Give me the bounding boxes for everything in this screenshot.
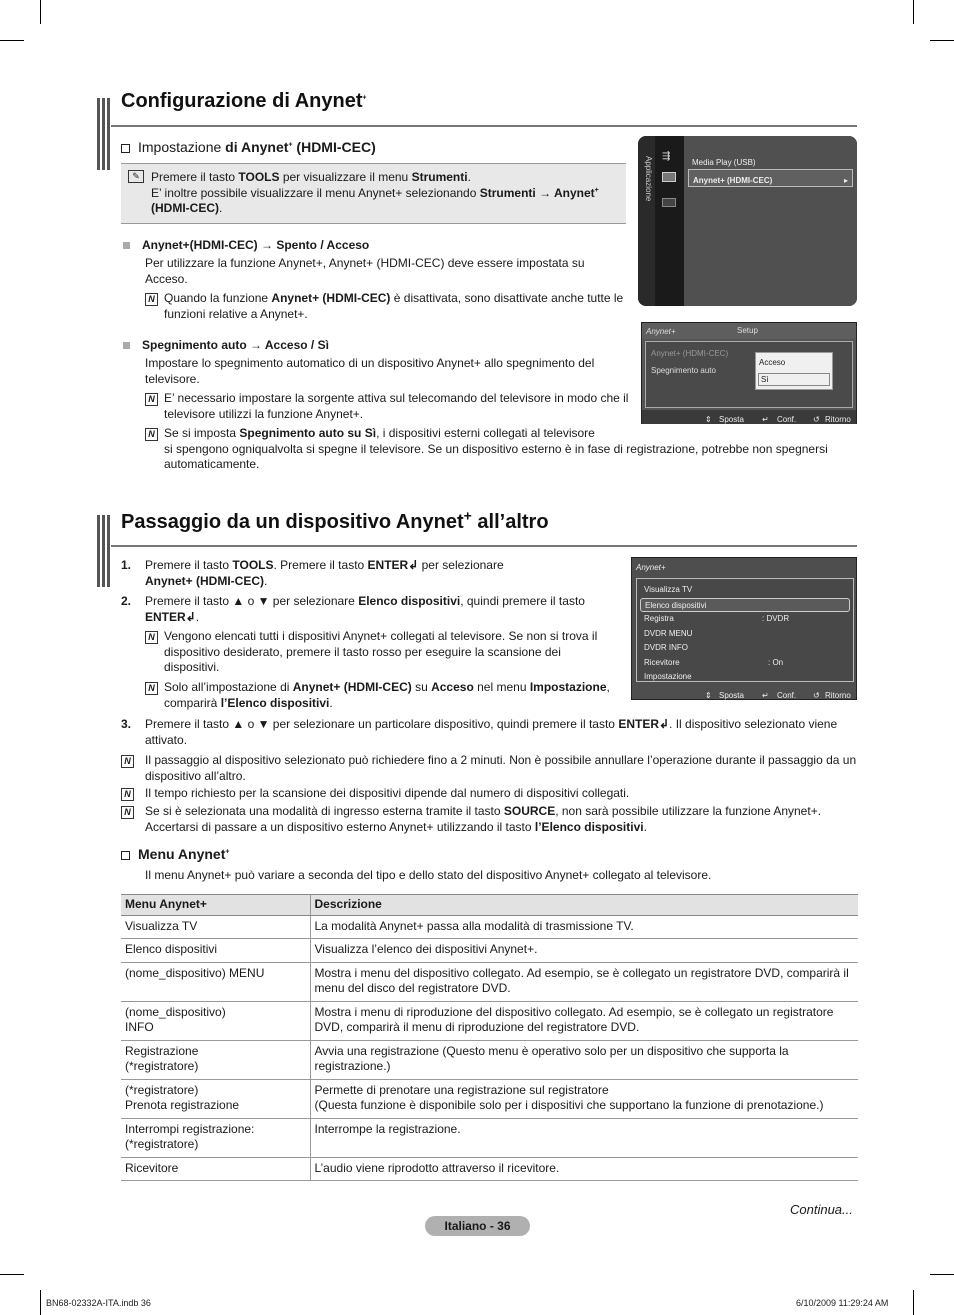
application-icon	[662, 172, 676, 182]
return-icon: ↺	[813, 691, 820, 700]
table-cell-description: La modalità Anynet+ passa alla modalità di trasmissione TV.	[310, 915, 858, 939]
device-list-item-value: : DVDR	[762, 614, 790, 623]
tv-menu-setup-header	[642, 323, 856, 339]
note-icon: N	[145, 682, 158, 695]
print-date: 6/10/2009 11:29:24 AM	[796, 1298, 889, 1308]
device-list-item-label: DVDR MENU	[644, 628, 693, 638]
return-icon: ↺	[813, 415, 820, 424]
enter-icon: ↲	[185, 609, 196, 624]
table-row	[121, 1157, 858, 1181]
crop-mark	[930, 40, 954, 41]
setup-row-spegnimento[interactable]: Spegnimento auto	[651, 366, 716, 375]
bullet-anynet: Anynet+(HDMI-CEC) → Spento / Acceso	[123, 238, 628, 254]
table-header-row	[121, 895, 858, 916]
crop-mark	[40, 0, 41, 24]
device-list-item-label: Elenco dispositivi	[645, 600, 707, 610]
tv-menu-applicazione	[638, 136, 857, 306]
sposta-label: Sposta	[719, 415, 744, 424]
sposta-label: Sposta	[719, 691, 744, 700]
setup-row-anynet[interactable]: Anynet+ (HDMI-CEC)	[651, 349, 729, 358]
tv-menu-setup-title: Setup	[737, 326, 758, 335]
step-number: 2.	[121, 594, 132, 608]
step1-text: Premere il tasto TOOLS. Premere il tasto ENTER↲ per selezionare Anynet+ (HDMI-CEC).	[145, 558, 504, 588]
note-icon: N	[121, 755, 134, 768]
bullet-anynet-note: Quando la funzione Anynet+ (HDMI-CEC) è disattivata, sono disattivate anche tutte le funzioni relative a Anynet+.	[164, 291, 624, 321]
tv-menu-side-label: Applicazione	[644, 156, 653, 202]
anynet-logo: Anynet+	[646, 327, 676, 336]
table-cell-menu: (*registratore) Prenota registrazione	[121, 1079, 310, 1118]
step2-note1: Vengono elencati tutti i dispositivi Anynet+ collegati al televisore. Se non si trova il dispositivo desiderato, premere il tasto rosso per eseguire la scansione dei dispositivi.	[164, 629, 598, 674]
bullet-spegnimento-note2: Se si imposta Spegnimento auto su Sì, i dispositivi esterni collegati al televisore si spengono ogniqualvolta si spegne il televisore. Se un dispositivo esterno è in fase di registrazione, potrebbe non spegnersi automaticamente.	[164, 426, 828, 471]
bullet-spegnimento: Spegnimento auto → Acceso / Sì	[123, 338, 628, 354]
table-cell-description: Visualizza l’elenco dei dispositivi Anynet+.	[310, 939, 858, 963]
option-acceso[interactable]: Acceso	[759, 358, 786, 367]
table-cell-menu: Elenco dispositivi	[121, 939, 310, 963]
device-list-item-label: Ricevitore	[644, 657, 680, 667]
ritorno-label: Ritorno	[825, 691, 851, 700]
option-si-label: Sì	[761, 375, 769, 384]
chevron-right-icon: ▸	[844, 176, 849, 185]
step-number: 1.	[121, 558, 132, 572]
tv-menu-item-anynet[interactable]	[688, 169, 853, 187]
updown-icon: ⇕	[705, 691, 712, 700]
conf-label: Conf.	[777, 415, 797, 424]
tv-menu-devices-list	[636, 578, 854, 682]
table-cell-menu: (nome_dispositivo) INFO	[121, 1001, 310, 1040]
table-cell-description: Mostra i menu di riproduzione del dispositivo collegato. Ad esempio, se è collegato un registratore DVD, comparirà il menu di riproduzione del registratore DVD.	[310, 1001, 858, 1040]
conf-label: Conf.	[777, 691, 797, 700]
tv-menu-list	[684, 136, 857, 306]
note-icon: N	[145, 393, 158, 406]
support-icon	[662, 198, 676, 207]
table-row	[121, 1118, 858, 1157]
tv-menu-setup-footer	[642, 410, 856, 424]
tv-menu-setup-body	[645, 341, 853, 408]
table-row	[121, 962, 858, 1001]
tv-menu-item-mediaplay[interactable]: Media Play (USB)	[692, 158, 756, 167]
section-bars	[97, 98, 111, 170]
menu-anynet-heading: Menu Anynet+	[121, 846, 229, 863]
section-title: Passaggio da un dispositivo Anynet+ all’altro	[121, 507, 549, 533]
tv-menu-setup	[641, 322, 857, 424]
device-list-item-value: : On	[768, 657, 784, 667]
anynet-menu-table	[121, 894, 858, 1181]
note-scan-time: Il tempo richiesto per la scansione dei dispositivi dipende dal numero di dispositivi collegati.	[145, 786, 630, 800]
table-cell-menu: Ricevitore	[121, 1157, 310, 1181]
device-list-item-label: Registra	[644, 614, 674, 623]
table-cell-menu: (nome_dispositivo) MENU	[121, 962, 310, 1001]
step3-text: Premere il tasto ▲ o ▼ per selezionare un particolare dispositivo, quindi premere il tasto ENTER↲. Il dispositivo selezionato viene attivato.	[145, 717, 838, 747]
step2-note2: Solo all’impostazione di Anynet+ (HDMI-CEC) su Acceso nel menu Impostazione, comparirà l’Elenco dispositivi.	[164, 680, 610, 710]
table-row	[121, 1040, 858, 1079]
enter-icon: ↵	[762, 691, 769, 700]
enter-icon: ↲	[658, 717, 670, 731]
table-header-cell: Descrizione	[310, 895, 858, 916]
table-cell-menu: Visualizza TV	[121, 915, 310, 939]
anynet-logo: Anynet+	[636, 563, 666, 572]
table-row	[121, 1079, 858, 1118]
section-title: Configurazione di Anynet+	[121, 90, 367, 112]
sub-heading: Impostazione di Anynet+ (HDMI-CEC)	[121, 139, 376, 156]
device-list-item-label: Impostazione	[644, 672, 692, 681]
note-icon: N	[145, 631, 158, 644]
table-cell-description: Avvia una registrazione (Questo menu è operativo solo per un dispositivo che supporta la registrazione.)	[310, 1040, 858, 1079]
device-list-item[interactable]	[640, 612, 850, 626]
note-icon: N	[121, 806, 134, 819]
crop-mark	[0, 40, 24, 41]
title-rule	[111, 545, 857, 547]
updown-icon: ⇕	[705, 415, 712, 424]
continue-label: Continua...	[790, 1202, 853, 1217]
crop-mark	[0, 1274, 24, 1275]
table-cell-description: Interrompe la registrazione.	[310, 1118, 858, 1157]
section-bars	[97, 515, 111, 587]
table-row	[121, 939, 858, 963]
device-list-item[interactable]	[640, 670, 850, 684]
crop-mark	[40, 1290, 41, 1315]
table-cell-menu: Interrompi registrazione: (*registratore)	[121, 1118, 310, 1157]
note-switch-time: Il passaggio al dispositivo selezionato può richiedere fino a 2 minuti. Non è possibile annullare l’operazione durante il passaggio da un dispositivo all’altro.	[145, 753, 857, 783]
tools-icon: ✎	[128, 170, 144, 183]
satellite-icon: ⇶	[662, 151, 671, 162]
enter-icon: ↵	[762, 415, 769, 424]
bullet-anynet-text: Per utilizzare la funzione Anynet+, Anynet+ (HDMI-CEC) deve essere impostata su Acceso.	[145, 256, 585, 286]
bullet-spegnimento-note1: E’ necessario impostare la sorgente attiva sul telecomando del televisore in modo che il televisore utilizzi la funzione Anynet+.	[164, 391, 629, 421]
tv-menu-icons	[655, 136, 684, 306]
tv-menu-item-anynet-label: Anynet+ (HDMI-CEC)	[693, 176, 773, 185]
table-cell-description: L’audio viene riprodotto attraverso il ricevitore.	[310, 1157, 858, 1181]
table-cell-description: Permette di prenotare una registrazione sul registratore (Questa funzione è disponibile solo per i dispositivi che supportano la funzione di prenotazione.)	[310, 1079, 858, 1118]
device-list-item-label: Visualizza TV	[644, 585, 693, 594]
note-icon: N	[145, 293, 158, 306]
device-list-item[interactable]	[640, 656, 850, 670]
crop-mark	[930, 1274, 954, 1275]
title-rule	[111, 125, 857, 127]
device-list-item[interactable]	[640, 583, 850, 597]
step2-text: Premere il tasto ▲ o ▼ per selezionare Elenco dispositivi, quindi premere il tasto ENTER↲.	[145, 594, 585, 624]
setup-dropdown	[755, 352, 833, 390]
table-header-cell: Menu Anynet+	[121, 895, 310, 916]
table-cell-description: Mostra i menu del dispositivo collegato. Ad esempio, se è collegato un registratore DVD, comparirà il menu del disco del registratore DVD.	[310, 962, 858, 1001]
device-list-item[interactable]	[640, 641, 850, 655]
device-list-item[interactable]	[640, 598, 850, 612]
enter-icon: ↲	[408, 558, 419, 572]
note-icon: N	[145, 428, 158, 441]
tv-menu-rail	[638, 136, 655, 306]
table-row	[121, 915, 858, 939]
device-list-item-label: DVDR INFO	[644, 643, 688, 652]
device-list-item[interactable]	[640, 627, 850, 641]
file-name: BN68-02332A-ITA.indb 36	[46, 1298, 151, 1308]
crop-mark	[913, 1290, 914, 1315]
tv-menu-devices-footer	[632, 686, 856, 700]
note-icon: N	[121, 788, 134, 801]
tv-menu-devices	[631, 557, 857, 700]
table-row	[121, 1001, 858, 1040]
note-source: Se si è selezionata una modalità di ingresso esterna tramite il tasto SOURCE, non sarà possibile utilizzare la funzione Anynet+. Accertarsi di passare a un dispositivo esterno Anynet+ utilizzando il tasto l’Elenco dispositivi.	[145, 804, 822, 834]
tools-text: Premere il tasto TOOLS per visualizzare il menu Strumenti. E’ inoltre possibile visualizzare il menu Anynet+ selezionando Strumenti → Anynet+ (HDMI-CEC).	[151, 170, 599, 215]
option-si[interactable]	[758, 373, 830, 386]
tools-box	[121, 163, 626, 224]
bullet-spegnimento-text: Impostare lo spegnimento automatico di un dispositivo Anynet+ allo spegnimento del televisore.	[145, 356, 595, 386]
crop-mark	[913, 0, 914, 24]
ritorno-label: Ritorno	[825, 415, 851, 424]
page-number: Italiano - 36	[425, 1216, 530, 1236]
table-cell-menu: Registrazione (*registratore)	[121, 1040, 310, 1079]
menu-anynet-intro: Il menu Anynet+ può variare a seconda del tipo e dello stato del dispositivo Anynet+ collegato al televisore.	[145, 868, 712, 882]
step-number: 3.	[121, 717, 132, 731]
